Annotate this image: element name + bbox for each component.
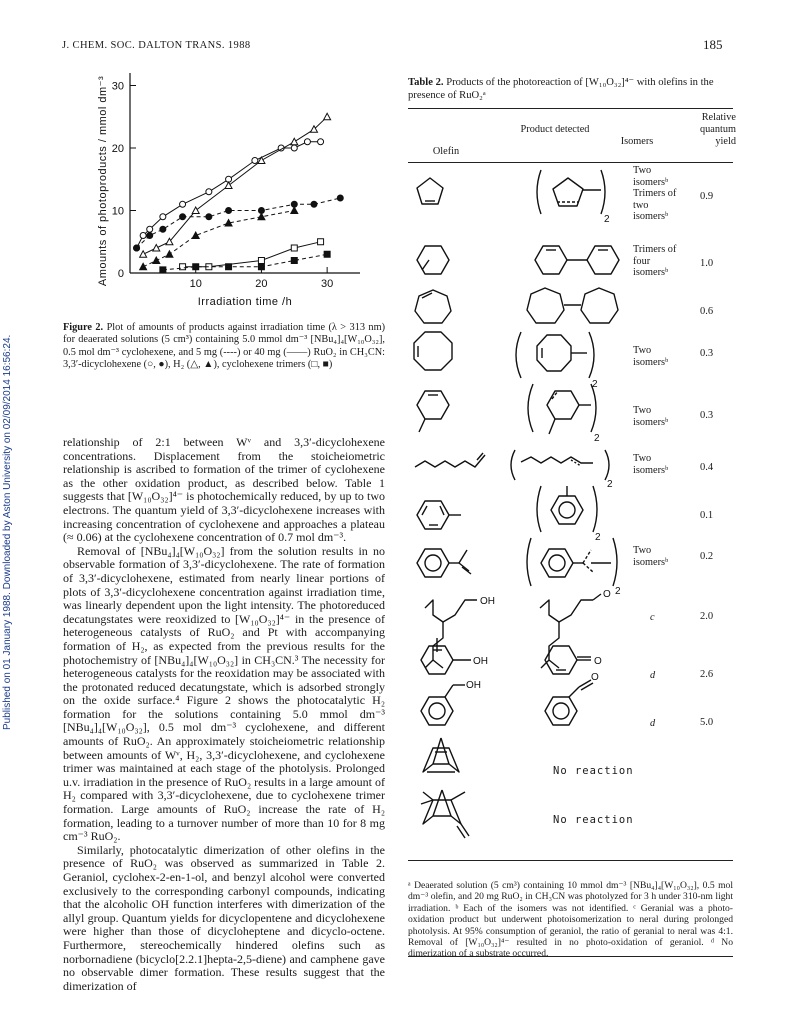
cyclohexenone-product: [545, 646, 591, 674]
data-point: [147, 233, 153, 239]
isomers-cell: d: [650, 718, 656, 729]
octene-structure: [415, 453, 485, 467]
data-point: [337, 195, 343, 201]
paragraph: Removal of [NBu₄]₄[W₁₀O₃₂] from the solution results in no observable formation of 3,3′-dicyclohexene. The rate of formation of 3,3′-dicyclohexene, estimated from nearly linear portions of plots of 3,3′-dicyclohexene concentration against irradiation time, was linearly dependent upon the light intensity. The photoreduced decatungstates were reoxidized to [W₁₀O₃₂]⁴⁻ in the presence of heterogeneous catalysts of RuO₂ and Pt with accompanying formation of H₂, as expected from the previous results for the photochemistry of [NBu₄]₄[W₁₀O₃₂] in CH₃CN.³ The necessity for heterogeneous catalysts for the reoxidation may be associated with the protonated reduced decatungstate, which is adsorbed strongly on the oxide surface.⁴ Figure 2 shows the photocatalytic H₂ formation for the solutions containing 5.0 mmol dm⁻³ [NBu₄]₄[W₁₀O₃₂], 0.5 mol dm⁻³ cyclohexene, and different amounts of RuO₂. An approximately stoicheiometric relationship between amounts of Wᵛ, H₂, 3,3′-dicyclohexene, and cyclohexene trimer was maintained at each stage of the photolysis. Prolonged u.v. irradiation in the presence of RuO₂ results in a large amount of H₂ compared with 3,3′-dicyclohexene, due to cyclohexene trimer formation. Large amounts of RuO₂ increase the rate of H₂ formation, leading to a turnover number of more than 10 for 8 mg cm⁻³ RuO₂.: [63, 543, 385, 844]
data-point: [291, 258, 297, 264]
cyclooctene-structure: [414, 332, 452, 370]
data-point: [311, 201, 317, 207]
isomers-cell: d: [650, 670, 656, 681]
paragraph: relationship of 2:1 between Wᵛ and 3,3′-dicyclohexene concentrations. Displacement from the stoicheiometric relationship is ascribed to formation of the trimer of cyclohexene as the other oxidation product, as described below. Table 1 suggests that [W₁₀O₃₂]⁴⁻ is photochemically reduced, by up to two electrons. The quantum yield of 3,3′-dicyclohexene increases with increasing concentration of cyclohexene and approaches a plateau (≈ 0.06) at the cyclohexene concentration of 0.7 mol dm⁻³.: [63, 435, 385, 545]
caption-label: Figure 2.: [63, 322, 104, 333]
no-reaction-label: No reaction: [553, 765, 634, 777]
left-column-text: [63, 436, 385, 993]
data-point: [225, 182, 232, 189]
yield-cell: 2.0: [700, 611, 714, 622]
data-point: [291, 138, 298, 145]
data-point: [180, 214, 186, 220]
data-point: [193, 264, 199, 270]
y-tick-label: 20: [111, 143, 124, 155]
data-point: [192, 232, 199, 239]
methylstyrene-structure: [417, 549, 471, 577]
data-point: [206, 214, 212, 220]
data-point: [160, 214, 166, 220]
yield-cell: 0.2: [700, 551, 714, 562]
data-point: [180, 201, 186, 207]
series-line: [143, 211, 294, 267]
col-quantum-yield: Relative quantum yield: [699, 112, 736, 147]
data-point: [140, 263, 147, 270]
methylcyclohexene-structure: [417, 391, 449, 432]
dicyclopentene-product: [537, 170, 605, 214]
subscript-2: 2: [615, 586, 621, 597]
data-point: [291, 145, 297, 151]
oh-label: OH: [480, 596, 495, 607]
bibenzyl-product: [537, 486, 597, 532]
data-point: [147, 226, 153, 232]
oh-label: OH: [466, 680, 481, 691]
subscript-2: 2: [604, 214, 610, 225]
col-product: Product detected: [520, 124, 590, 135]
data-point: [324, 251, 330, 257]
y-tick-label: 10: [111, 205, 124, 218]
yield-cell: 0.6: [700, 306, 714, 317]
paragraph: Similarly, photocatalytic dimerization of other olefins in the presence of RuO₂ was observed as summarized in Table 2. Geraniol, cyclohex-2-en-1-ol, and benzyl alcohol were converted exclusively to the corresponding carbonyl compounds, indicating that the alcoholic OH function interferes with dimerization of the allyl group. Quantum yields for dicyclopentene and dicyclohexene were higher than those of dicycloheptene and dicyclo-octene. Furthermore, stereochemically hindered olefins such as norbornadiene (bicyclo[2.2.1]hepta-2,5-diene) and camphene gave no observable dimer formation. These results suggest that the dimerization of: [63, 842, 385, 993]
dicyclohexene-product: [535, 246, 619, 274]
dioctene-product: [511, 450, 609, 480]
structure-labels: [466, 214, 621, 691]
data-point: [153, 245, 160, 252]
cycloheptene-structure: [415, 290, 451, 323]
data-point: [324, 113, 331, 120]
o-label: O: [591, 672, 599, 683]
data-point: [160, 226, 166, 232]
isomers-cell: Two isomersᵇ Trimers of two isomersᵇ: [633, 165, 677, 223]
subscript-2: 2: [595, 532, 601, 543]
oh-label: OH: [473, 656, 488, 667]
dicyclooctene-product: [516, 332, 594, 378]
y-axis-label: Amounts of photoproducts / mmol dm⁻³: [97, 75, 109, 287]
isomers-cell: Two isomersᵇ: [633, 405, 669, 428]
yield-cell: 0.3: [700, 410, 714, 421]
yield-cell: 0.1: [700, 510, 714, 521]
data-point: [206, 189, 212, 195]
table-title-text: Products of the photoreaction of [W₁₀O₃₂]⁴⁻ with olefins in the presence of RuO₂ᵃ: [408, 77, 714, 101]
series-line: [137, 198, 341, 248]
yield-cell: 0.3: [700, 348, 714, 359]
col-olefin: Olefin: [432, 146, 460, 157]
o-label: O: [603, 589, 611, 600]
yield-cell: 2.6: [700, 669, 714, 680]
dimethylstyrene-product: [527, 538, 617, 586]
series-line: [183, 242, 321, 267]
chemical-structures: [405, 160, 640, 860]
data-point: [252, 158, 258, 164]
yield-cell: 5.0: [700, 717, 714, 728]
footnote-rule: [408, 956, 733, 957]
running-header: J. CHEM. SOC. DALTON TRANS. 1988: [62, 40, 251, 51]
geranial-product: [540, 594, 601, 668]
data-point: [258, 258, 264, 264]
data-point: [226, 208, 232, 214]
isomers-cell: Trimers of four isomersᵇ: [633, 244, 677, 279]
data-point: [304, 139, 310, 145]
data-point: [258, 264, 264, 270]
isomers-cell: c: [650, 612, 655, 623]
isomers-cell: Two isomersᵇ: [633, 453, 669, 476]
norbornadiene-structure: [423, 738, 459, 772]
y-tick-label: 30: [111, 80, 124, 93]
subscript-2: 2: [607, 479, 613, 490]
data-point: [258, 213, 265, 220]
isomers-cell: Two isomersᵇ: [633, 345, 669, 368]
cyclopentene-structure: [417, 178, 443, 204]
dimethylcyclohexene-product: [528, 384, 596, 434]
data-point: [226, 264, 232, 270]
yield-cell: 0.9: [700, 191, 714, 202]
data-point: [192, 207, 199, 214]
x-axis-label: Irradiation time /h: [197, 296, 293, 305]
x-tick-label: 20: [255, 278, 268, 290]
download-note: Published on 01 January 1988. Downloaded by Aston University on 02/09/2014 16:56:24.: [2, 334, 13, 730]
page-number: 185: [703, 37, 723, 52]
col-isomers: Isomers: [620, 136, 654, 147]
subscript-2: 2: [592, 379, 598, 390]
data-point: [134, 245, 140, 251]
figure-caption: [63, 322, 385, 372]
data-point: [318, 139, 324, 145]
x-tick-label: 10: [189, 278, 202, 290]
data-point: [180, 264, 186, 270]
cyclohexenol-structure: [421, 646, 471, 674]
camphene-structure: [421, 790, 469, 838]
x-tick-label: 30: [321, 278, 334, 290]
data-point: [160, 267, 166, 273]
yield-cell: 1.0: [700, 258, 714, 269]
series-line: [143, 117, 327, 255]
toluene-structure: [417, 501, 461, 529]
figure-2-chart: [90, 55, 365, 305]
isomers-cell: Two isomersᵇ: [633, 545, 669, 568]
table-label: Table 2.: [408, 77, 444, 88]
table-footnote: ᵃ Deaerated solution (5 cm³) containing 10 mmol dm⁻³ [NBu₄]₄[W₁₀O₃₂], 0.5 mol dm⁻³ olefin, and 20 mg RuO₂ in CH₃CN was photolyzed for 3 h under 310-nm light irradiation. ᵇ Each of the isomers was not identified. ᶜ Geranial was a photo-oxidation product but underwent photoisomerization to neral during prolonged photolysis. At 95% consumption of geraniol, the ratio of geranial to neral was 4:1. Removal of [W₁₀O₃₂]⁴⁻ resulted in no photo-oxidation of geraniol. ᵈ No dimerization of a substrate occurred.: [408, 880, 733, 960]
data-point: [140, 233, 146, 239]
table-bottom-rule: [408, 860, 733, 861]
dicycloheptene-product: [527, 288, 618, 323]
data-point: [291, 245, 297, 251]
benzyl-alcohol-structure: [421, 685, 465, 725]
data-point: [258, 157, 265, 164]
yield-cell: 0.4: [700, 462, 714, 473]
data-point: [318, 239, 324, 245]
data-point: [153, 257, 160, 264]
data-point: [291, 207, 298, 214]
data-point: [140, 251, 147, 258]
o-label: O: [594, 656, 602, 667]
y-tick-label: 0: [117, 268, 124, 280]
cyclohexene-structure: [417, 246, 449, 274]
caption-text: Plot of amounts of products against irradiation time (λ > 313 nm) for deaerated solutions (5 cm³) containing 5.0 mmol dm⁻³ [NBu₄]₄[W₁₀O₃₂], 0.5 mol dm⁻³ cyclohexene, and 5 mg (----) or 40 mg (——) RuO₂ in CH₃CN: 3,3′-dicyclohexene (○, ●), H₂ (△, ▲), cyclohexene trimers (□, ■): [63, 322, 386, 371]
table-title: [408, 77, 733, 102]
subscript-2: 2: [594, 433, 600, 444]
data-point: [166, 251, 173, 258]
no-reaction-label: No reaction: [553, 814, 634, 826]
benzaldehyde-product: [545, 680, 593, 725]
table-top-rule: [408, 108, 733, 109]
